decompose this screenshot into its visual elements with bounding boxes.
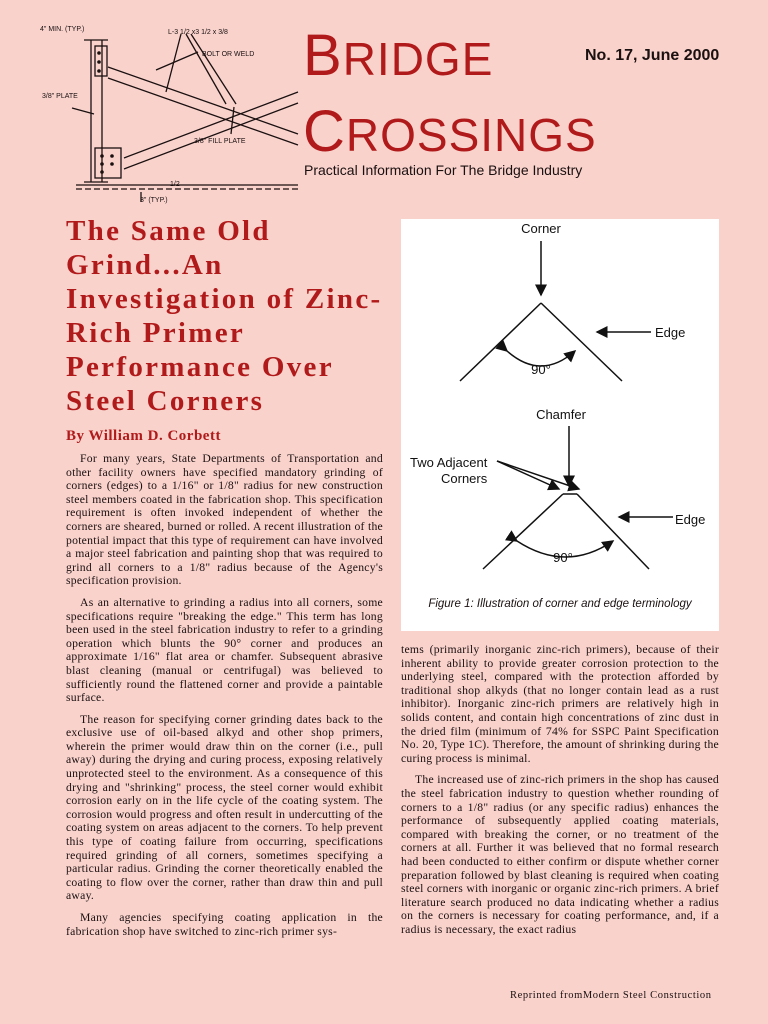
figure-caption: Figure 1: Illustration of corner and edge terminology <box>428 598 692 610</box>
figure-label-angle-top: 90° <box>531 362 551 377</box>
masthead-initial: C <box>303 99 346 164</box>
article-column-left <box>66 452 383 946</box>
figure-label-chamfer: Chamfer <box>536 407 586 422</box>
figure-label-edge-top: Edge <box>655 325 686 340</box>
reprint-credit: Reprinted fromModern Steel Construction <box>510 990 712 1001</box>
drawing-label: 3" (TYP.) <box>140 197 168 204</box>
paragraph: tems (primarily inorganic zinc-rich primers), because of their inherent ability to provide greater corrosion protection to the underlying steel, compared with the protection afforded by traditional shop alkyds (that no longer contain lead as a rust inhibitor). Inorganic zinc-rich primers are relatively high in solids content, and contain high concentrations of zinc dust in the dried film (minimum of 74% for SSPC Paint Specification No. 20, Type 1C). Therefore, the amount of shrinking during the curing process is minimal. <box>401 643 719 765</box>
article-column-right <box>401 643 719 944</box>
drawing-label: 3/8" PLATE <box>42 93 78 100</box>
figure-label-two-adjacent: Two Adjacent <box>410 455 488 470</box>
figure-diagram <box>401 219 719 631</box>
masthead-initial: B <box>303 23 343 88</box>
figure-label-edge-bottom: Edge <box>675 512 706 527</box>
masthead-rest: RIDGE <box>342 33 494 85</box>
article-title: The Same Old Grind...An Investigation of Zinc-Rich Primer Performance Over Steel Corners <box>66 215 383 417</box>
drawing-label: 1/2 <box>170 181 180 188</box>
article-byline: By William D. Corbett <box>66 428 221 444</box>
drawing-label: L-3 1/2 x3 1/2 x 3/8 <box>168 29 228 36</box>
paragraph: The increased use of zinc-rich primers in the shop has caused the steel fabrication industry to question whether rounding of corners to a 1/8" radius (or any specific radius) enhances the performance of subsequently applied coating materials, compared with breaking the corner, or no treatment of the corners at all. Further it was believed that no formal research had been conducted to either confirm or dispute whether corner preparation followed by blast cleaning is required when coating steel corners with inorganic or organic zinc-rich primers. A brief literature search produced no data indicating whether a radius on the corners is necessary for coating performance, and, if a radius is necessary, the exact radius <box>401 773 719 936</box>
figure-label-corners: Corners <box>441 471 488 486</box>
chamfer-line-left <box>483 494 563 569</box>
paragraph: Many agencies specifying coating application in the fabrication shop have switched to zinc-rich primer sys- <box>66 911 383 938</box>
figure-label-corner: Corner <box>521 221 561 236</box>
masthead-tagline: Practical Information For The Bridge Industry <box>304 162 583 178</box>
adjacent-arrow-2 <box>497 461 579 489</box>
masthead-title-line1 <box>303 23 494 88</box>
adjacent-arrow-1 <box>497 461 559 489</box>
issue-number: No. 17, June 2000 <box>585 47 720 64</box>
paragraph: For many years, State Departments of Transportation and other facility owners have specified mandatory grinding of corners (edges) to a 1/16" or 1/8" radius for new construction steel members coated in the fabrication shop. This specification requirement is often invoked independent of whether the corners are sheared, burned or rolled. A recent illustration of the potential impact that this type of requirement can have involved a major steel fabrication and painting shop that was required to grind all corners to a 1/8" radius because of the Agency's specification provision. <box>66 452 383 588</box>
masthead-rest: ROSSINGS <box>345 109 597 161</box>
masthead-title-line2 <box>303 99 597 164</box>
chamfer-line-right <box>577 494 649 569</box>
drawing-label: 4" MIN. (TYP.) <box>40 26 85 33</box>
paragraph: As an alternative to grinding a radius into all corners, some specifications require "breaking the edge." This term has long been used in the steel fabrication industry to refer to a grinding operation which blunts the 90° corner and produces an approximate 1/16" flat area or chamfer. Subsequent abrasive blast cleaning (manual or centrifugal) was believed to sufficiently round the flattened corner and provide a paintable surface. <box>66 595 383 705</box>
drawing-label: 3/8" FILL PLATE <box>194 138 246 145</box>
figure-corner-edge <box>401 219 719 631</box>
figure-label-angle-bottom: 90° <box>553 550 573 565</box>
paragraph: The reason for specifying corner grinding dates back to the exclusive use of oil-based alkyd and other shop primers, wherein the primer would draw thin on the corner (i.e., pull away) during the drying and curing process, exposing relatively unprotected steel to the environment. As a consequence of this drying and "shrinking" process, the steel corner would exhibit corrosion early on in the life cycle of the coating system. The corrosion would progress and often result in undercutting of the coating system on areas adjacent to the corners. To help prevent this type of coating failure from occurring, specifications required grinding of all corners, sometimes specifying a particular radius. Grinding the corner theoretically enabled the coating to flow over the corner, rather than draw thin and pull away. <box>66 712 383 903</box>
drawing-label: BOLT OR WELD <box>202 51 255 58</box>
corner-line-left <box>460 303 541 381</box>
corner-line-right <box>541 303 622 381</box>
header-truss-drawing <box>36 22 302 207</box>
